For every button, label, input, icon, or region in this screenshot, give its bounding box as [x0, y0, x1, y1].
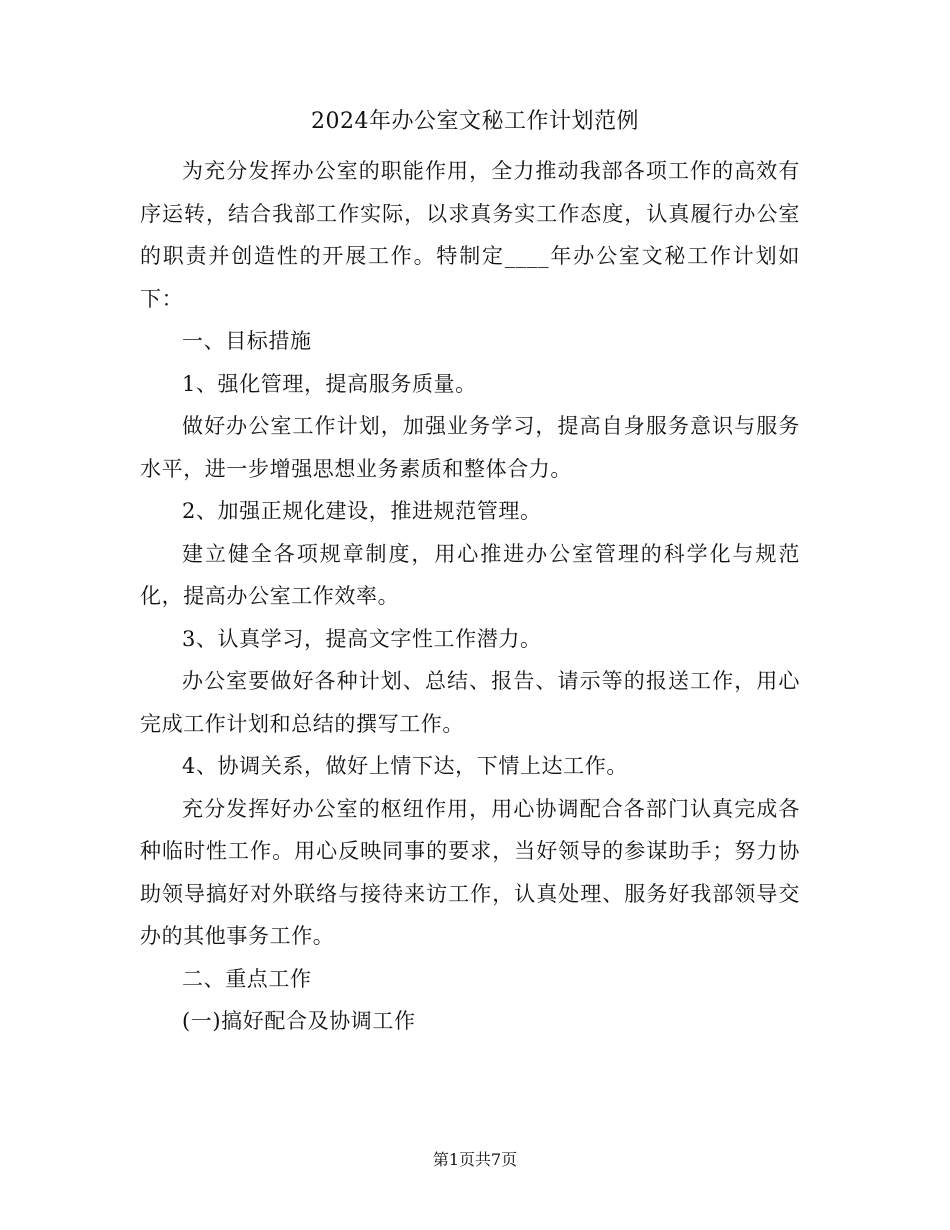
page-number-footer: 第1页共7页	[432, 1150, 518, 1169]
item-heading-3: 3、认真学习，提高文字性工作潜力。	[182, 626, 542, 651]
item-heading-4: 4、协调关系，做好上情下达，下情上达工作。	[182, 754, 628, 778]
paragraph-item-1: 做好办公室工作计划，加强业务学习，提高自身服务意识与服务水平，进一步增强思想业务素质和整体合力。	[140, 414, 800, 481]
section-heading-key-work: 二、重点工作	[182, 966, 312, 991]
paragraph-intro: 为充分发挥办公室的职能作用，全力推动我部各项工作的高效有序运转，结合我部工作实际，以求真务实工作态度，认真履行办公室的职责并创造性的开展工作。特制定____年办公室文秘工作计划如下：	[140, 159, 800, 311]
sub-heading-coordination: (一)搞好配合及协调工作	[182, 1009, 416, 1033]
document-title: 2024年办公室文秘工作计划范例	[311, 109, 639, 134]
paragraph-item-3: 办公室要做好各种计划、总结、报告、请示等的报送工作，用心完成工作计划和总结的撰写工作。	[140, 669, 800, 736]
paragraph-item-2: 建立健全各项规章制度，用心推进办公室管理的科学化与规范化，提高办公室工作效率。	[140, 541, 800, 608]
section-heading-goals: 一、目标措施	[182, 329, 312, 353]
paragraph-item-4: 充分发挥好办公室的枢纽作用，用心协调配合各部门认真完成各种临时性工作。用心反映同事的要求，当好领导的参谋助手；努力协助领导搞好对外联络与接待来访工作，认真处理、服务好我部领导交办的其他事务工作。	[140, 796, 800, 948]
item-heading-2: 2、加强正规化建设，推进规范管理。	[182, 499, 542, 523]
item-heading-1: 1、强化管理，提高服务质量。	[182, 371, 477, 396]
document-body	[140, 150, 800, 1043]
